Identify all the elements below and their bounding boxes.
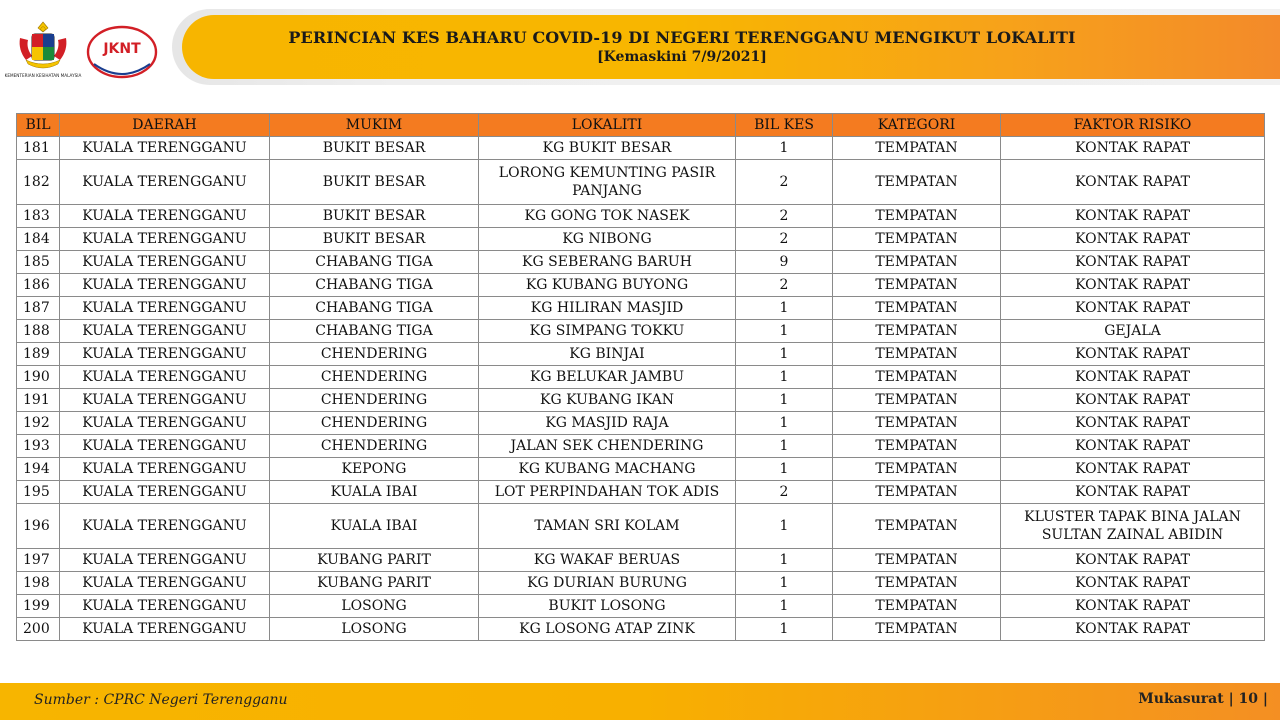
column-header: DAERAH (60, 114, 270, 137)
daerah-cell: KUALA TERENGGANU (60, 504, 270, 549)
header (182, 15, 1182, 79)
lokaliti-cell: JALAN SEK CHENDERING (479, 435, 736, 458)
kategori-cell: TEMPATAN (833, 412, 1001, 435)
daerah-cell: KUALA TERENGGANU (60, 389, 270, 412)
daerah-cell: KUALA TERENGGANU (60, 435, 270, 458)
column-header: BIL (17, 114, 60, 137)
kategori-cell: TEMPATAN (833, 274, 1001, 297)
lokaliti-cell: KG GONG TOK NASEK (479, 205, 736, 228)
table-row (17, 549, 1265, 572)
bil-cell: 199 (17, 595, 60, 618)
bil-kes-cell: 1 (736, 504, 833, 549)
daerah-cell: KUALA TERENGGANU (60, 458, 270, 481)
bil-kes-cell: 1 (736, 549, 833, 572)
mukim-cell: KUALA IBAI (270, 504, 479, 549)
bil-cell: 195 (17, 481, 60, 504)
kategori-cell: TEMPATAN (833, 366, 1001, 389)
table-row (17, 274, 1265, 297)
daerah-cell: KUALA TERENGGANU (60, 228, 270, 251)
bil-cell: 192 (17, 412, 60, 435)
bil-kes-cell: 1 (736, 320, 833, 343)
lokaliti-cell: KG BINJAI (479, 343, 736, 366)
faktor-risiko-cell: GEJALA (1001, 320, 1265, 343)
faktor-risiko-cell: KLUSTER TAPAK BINA JALAN SULTAN ZAINAL ABIDIN (1001, 504, 1265, 549)
table-header-row (17, 114, 1265, 137)
faktor-risiko-cell: KONTAK RAPAT (1001, 595, 1265, 618)
faktor-risiko-cell: KONTAK RAPAT (1001, 618, 1265, 641)
lokaliti-cell: KG LOSONG ATAP ZINK (479, 618, 736, 641)
mukim-cell: CHENDERING (270, 435, 479, 458)
mukim-cell: CHENDERING (270, 366, 479, 389)
daerah-cell: KUALA TERENGGANU (60, 572, 270, 595)
table-body (17, 137, 1265, 641)
kategori-cell: TEMPATAN (833, 297, 1001, 320)
cases-table-wrap (16, 113, 1264, 641)
bil-cell: 200 (17, 618, 60, 641)
bil-cell: 182 (17, 160, 60, 205)
mukim-cell: KUALA IBAI (270, 481, 479, 504)
daerah-cell: KUALA TERENGGANU (60, 297, 270, 320)
daerah-cell: KUALA TERENGGANU (60, 343, 270, 366)
lokaliti-cell: KG KUBANG BUYONG (479, 274, 736, 297)
jknt-caption: JKNT (103, 41, 141, 57)
kategori-cell: TEMPATAN (833, 504, 1001, 549)
bil-kes-cell: 2 (736, 228, 833, 251)
column-header: FAKTOR RISIKO (1001, 114, 1265, 137)
table-row (17, 297, 1265, 320)
bil-kes-cell: 1 (736, 618, 833, 641)
bil-kes-cell: 2 (736, 160, 833, 205)
bil-kes-cell: 1 (736, 595, 833, 618)
bil-cell: 186 (17, 274, 60, 297)
mukim-cell: CHABANG TIGA (270, 251, 479, 274)
table-row (17, 504, 1265, 549)
kategori-cell: TEMPATAN (833, 251, 1001, 274)
kkm-caption: KEMENTERIAN KESIHATAN MALAYSIA (4, 73, 82, 78)
lokaliti-cell: LORONG KEMUNTING PASIR PANJANG (479, 160, 736, 205)
bil-kes-cell: 1 (736, 389, 833, 412)
bil-cell: 197 (17, 549, 60, 572)
kategori-cell: TEMPATAN (833, 481, 1001, 504)
page-title: PERINCIAN KES BAHARU COVID-19 DI NEGERI TERENGGANU MENGIKUT LOKALITI (288, 28, 1076, 47)
mukim-cell: BUKIT BESAR (270, 160, 479, 205)
faktor-risiko-cell: KONTAK RAPAT (1001, 228, 1265, 251)
kategori-cell: TEMPATAN (833, 618, 1001, 641)
bil-kes-cell: 2 (736, 205, 833, 228)
bil-kes-cell: 1 (736, 458, 833, 481)
kategori-cell: TEMPATAN (833, 343, 1001, 366)
mukim-cell: CHENDERING (270, 343, 479, 366)
table-row (17, 251, 1265, 274)
faktor-risiko-cell: KONTAK RAPAT (1001, 481, 1265, 504)
lokaliti-cell: KG BUKIT BESAR (479, 137, 736, 160)
kategori-cell: TEMPATAN (833, 160, 1001, 205)
faktor-risiko-cell: KONTAK RAPAT (1001, 412, 1265, 435)
lokaliti-cell: BUKIT LOSONG (479, 595, 736, 618)
lokaliti-cell: TAMAN SRI KOLAM (479, 504, 736, 549)
kategori-cell: TEMPATAN (833, 320, 1001, 343)
mukim-cell: KUBANG PARIT (270, 549, 479, 572)
table-row (17, 320, 1265, 343)
kategori-cell: TEMPATAN (833, 137, 1001, 160)
table-row (17, 137, 1265, 160)
mukim-cell: CHENDERING (270, 389, 479, 412)
faktor-risiko-cell: KONTAK RAPAT (1001, 343, 1265, 366)
table-row (17, 160, 1265, 205)
kategori-cell: TEMPATAN (833, 572, 1001, 595)
daerah-cell: KUALA TERENGGANU (60, 251, 270, 274)
kkm-logo (4, 20, 82, 84)
lokaliti-cell: LOT PERPINDAHAN TOK ADIS (479, 481, 736, 504)
bil-kes-cell: 1 (736, 366, 833, 389)
faktor-risiko-cell: KONTAK RAPAT (1001, 435, 1265, 458)
mukim-cell: LOSONG (270, 618, 479, 641)
mukim-cell: KEPONG (270, 458, 479, 481)
bil-kes-cell: 9 (736, 251, 833, 274)
mukim-cell: BUKIT BESAR (270, 205, 479, 228)
table-row (17, 228, 1265, 251)
daerah-cell: KUALA TERENGGANU (60, 160, 270, 205)
bil-kes-cell: 2 (736, 481, 833, 504)
daerah-cell: KUALA TERENGGANU (60, 137, 270, 160)
table-row (17, 481, 1265, 504)
lokaliti-cell: KG DURIAN BURUNG (479, 572, 736, 595)
column-header: BIL KES (736, 114, 833, 137)
bil-cell: 185 (17, 251, 60, 274)
table-row (17, 412, 1265, 435)
mukim-cell: CHABANG TIGA (270, 274, 479, 297)
daerah-cell: KUALA TERENGGANU (60, 549, 270, 572)
daerah-cell: KUALA TERENGGANU (60, 205, 270, 228)
daerah-cell: KUALA TERENGGANU (60, 366, 270, 389)
mukim-cell: KUBANG PARIT (270, 572, 479, 595)
table-row (17, 366, 1265, 389)
kategori-cell: TEMPATAN (833, 435, 1001, 458)
mukim-cell: LOSONG (270, 595, 479, 618)
kategori-cell: TEMPATAN (833, 205, 1001, 228)
mukim-cell: CHENDERING (270, 412, 479, 435)
bil-kes-cell: 1 (736, 297, 833, 320)
mukim-cell: BUKIT BESAR (270, 228, 479, 251)
bil-cell: 190 (17, 366, 60, 389)
table-row (17, 205, 1265, 228)
lokaliti-cell: KG KUBANG IKAN (479, 389, 736, 412)
bil-kes-cell: 1 (736, 435, 833, 458)
faktor-risiko-cell: KONTAK RAPAT (1001, 160, 1265, 205)
table-row (17, 572, 1265, 595)
lokaliti-cell: KG NIBONG (479, 228, 736, 251)
kategori-cell: TEMPATAN (833, 595, 1001, 618)
daerah-cell: KUALA TERENGGANU (60, 320, 270, 343)
table-row (17, 343, 1265, 366)
faktor-risiko-cell: KONTAK RAPAT (1001, 389, 1265, 412)
bil-cell: 187 (17, 297, 60, 320)
kategori-cell: TEMPATAN (833, 228, 1001, 251)
bil-cell: 196 (17, 504, 60, 549)
page-subtitle: [Kemaskini 7/9/2021] (597, 49, 767, 65)
mukim-cell: CHABANG TIGA (270, 297, 479, 320)
footer-source: Sumber : CPRC Negeri Terengganu (34, 692, 288, 708)
table-row (17, 389, 1265, 412)
daerah-cell: KUALA TERENGGANU (60, 274, 270, 297)
bil-cell: 194 (17, 458, 60, 481)
lokaliti-cell: KG SEBERANG BARUH (479, 251, 736, 274)
faktor-risiko-cell: KONTAK RAPAT (1001, 549, 1265, 572)
daerah-cell: KUALA TERENGGANU (60, 481, 270, 504)
faktor-risiko-cell: KONTAK RAPAT (1001, 366, 1265, 389)
bil-cell: 183 (17, 205, 60, 228)
faktor-risiko-cell: KONTAK RAPAT (1001, 274, 1265, 297)
daerah-cell: KUALA TERENGGANU (60, 618, 270, 641)
bil-cell: 181 (17, 137, 60, 160)
faktor-risiko-cell: KONTAK RAPAT (1001, 251, 1265, 274)
lokaliti-cell: KG KUBANG MACHANG (479, 458, 736, 481)
lokaliti-cell: KG WAKAF BERUAS (479, 549, 736, 572)
bil-kes-cell: 2 (736, 274, 833, 297)
lokaliti-cell: KG MASJID RAJA (479, 412, 736, 435)
cases-table (16, 113, 1265, 641)
lokaliti-cell: KG BELUKAR JAMBU (479, 366, 736, 389)
mukim-cell: CHABANG TIGA (270, 320, 479, 343)
faktor-risiko-cell: KONTAK RAPAT (1001, 297, 1265, 320)
bil-kes-cell: 1 (736, 343, 833, 366)
bil-cell: 198 (17, 572, 60, 595)
bil-kes-cell: 1 (736, 572, 833, 595)
faktor-risiko-cell: KONTAK RAPAT (1001, 137, 1265, 160)
bil-kes-cell: 1 (736, 412, 833, 435)
faktor-risiko-cell: KONTAK RAPAT (1001, 572, 1265, 595)
faktor-risiko-cell: KONTAK RAPAT (1001, 205, 1265, 228)
kategori-cell: TEMPATAN (833, 549, 1001, 572)
column-header: MUKIM (270, 114, 479, 137)
kategori-cell: TEMPATAN (833, 389, 1001, 412)
bil-kes-cell: 1 (736, 137, 833, 160)
lokaliti-cell: KG SIMPANG TOKKU (479, 320, 736, 343)
column-header: LOKALITI (479, 114, 736, 137)
bil-cell: 191 (17, 389, 60, 412)
column-header: KATEGORI (833, 114, 1001, 137)
table-row (17, 618, 1265, 641)
bil-cell: 188 (17, 320, 60, 343)
bil-cell: 193 (17, 435, 60, 458)
jknt-logo (84, 24, 160, 80)
table-row (17, 458, 1265, 481)
faktor-risiko-cell: KONTAK RAPAT (1001, 458, 1265, 481)
lokaliti-cell: KG HILIRAN MASJID (479, 297, 736, 320)
mukim-cell: BUKIT BESAR (270, 137, 479, 160)
table-row (17, 595, 1265, 618)
daerah-cell: KUALA TERENGGANU (60, 412, 270, 435)
page-number: Mukasurat | 10 | (1138, 691, 1268, 707)
table-row (17, 435, 1265, 458)
kategori-cell: TEMPATAN (833, 458, 1001, 481)
daerah-cell: KUALA TERENGGANU (60, 595, 270, 618)
bil-cell: 189 (17, 343, 60, 366)
bil-cell: 184 (17, 228, 60, 251)
